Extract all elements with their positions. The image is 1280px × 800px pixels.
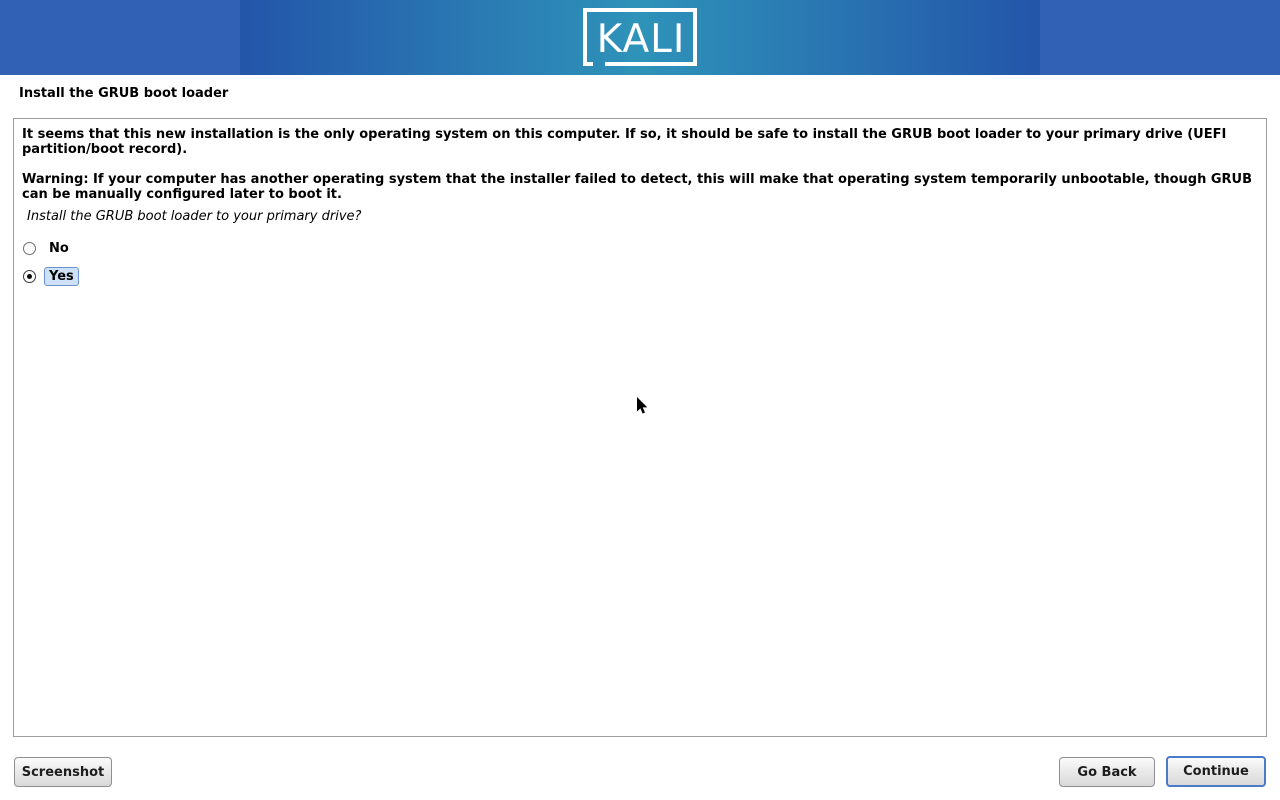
page-title: Install the GRUB boot loader bbox=[19, 86, 229, 101]
question-text: Install the GRUB boot loader to your primary drive? bbox=[27, 209, 362, 224]
kali-logo-text: KALI bbox=[596, 17, 686, 62]
paragraph-warning: Warning: If your computer has another operating system that the installer failed to detect, this will make that operating system temporarily unbootable, though GRUB can be manually configured later to boot it. bbox=[22, 172, 1252, 202]
kali-logo bbox=[583, 8, 697, 67]
content-box bbox=[13, 118, 1267, 737]
radio-option-no[interactable] bbox=[23, 239, 1258, 257]
kali-banner bbox=[0, 0, 1280, 75]
go-back-button[interactable]: Go Back bbox=[1059, 757, 1155, 787]
radio-unchecked-icon[interactable] bbox=[23, 242, 36, 255]
radio-checked-icon[interactable] bbox=[23, 270, 36, 283]
continue-button[interactable]: Continue bbox=[1166, 756, 1266, 787]
paragraph-primary: It seems that this new installation is the only operating system on this computer. If so, it should be safe to install the GRUB boot loader to your primary drive (UEFI partition/boot record). bbox=[22, 127, 1227, 157]
radio-option-yes-label[interactable]: Yes bbox=[44, 267, 79, 286]
radio-option-no-label[interactable]: No bbox=[49, 240, 69, 256]
screenshot-button[interactable]: Screenshot bbox=[14, 757, 112, 787]
radio-option-yes[interactable] bbox=[23, 267, 1258, 285]
